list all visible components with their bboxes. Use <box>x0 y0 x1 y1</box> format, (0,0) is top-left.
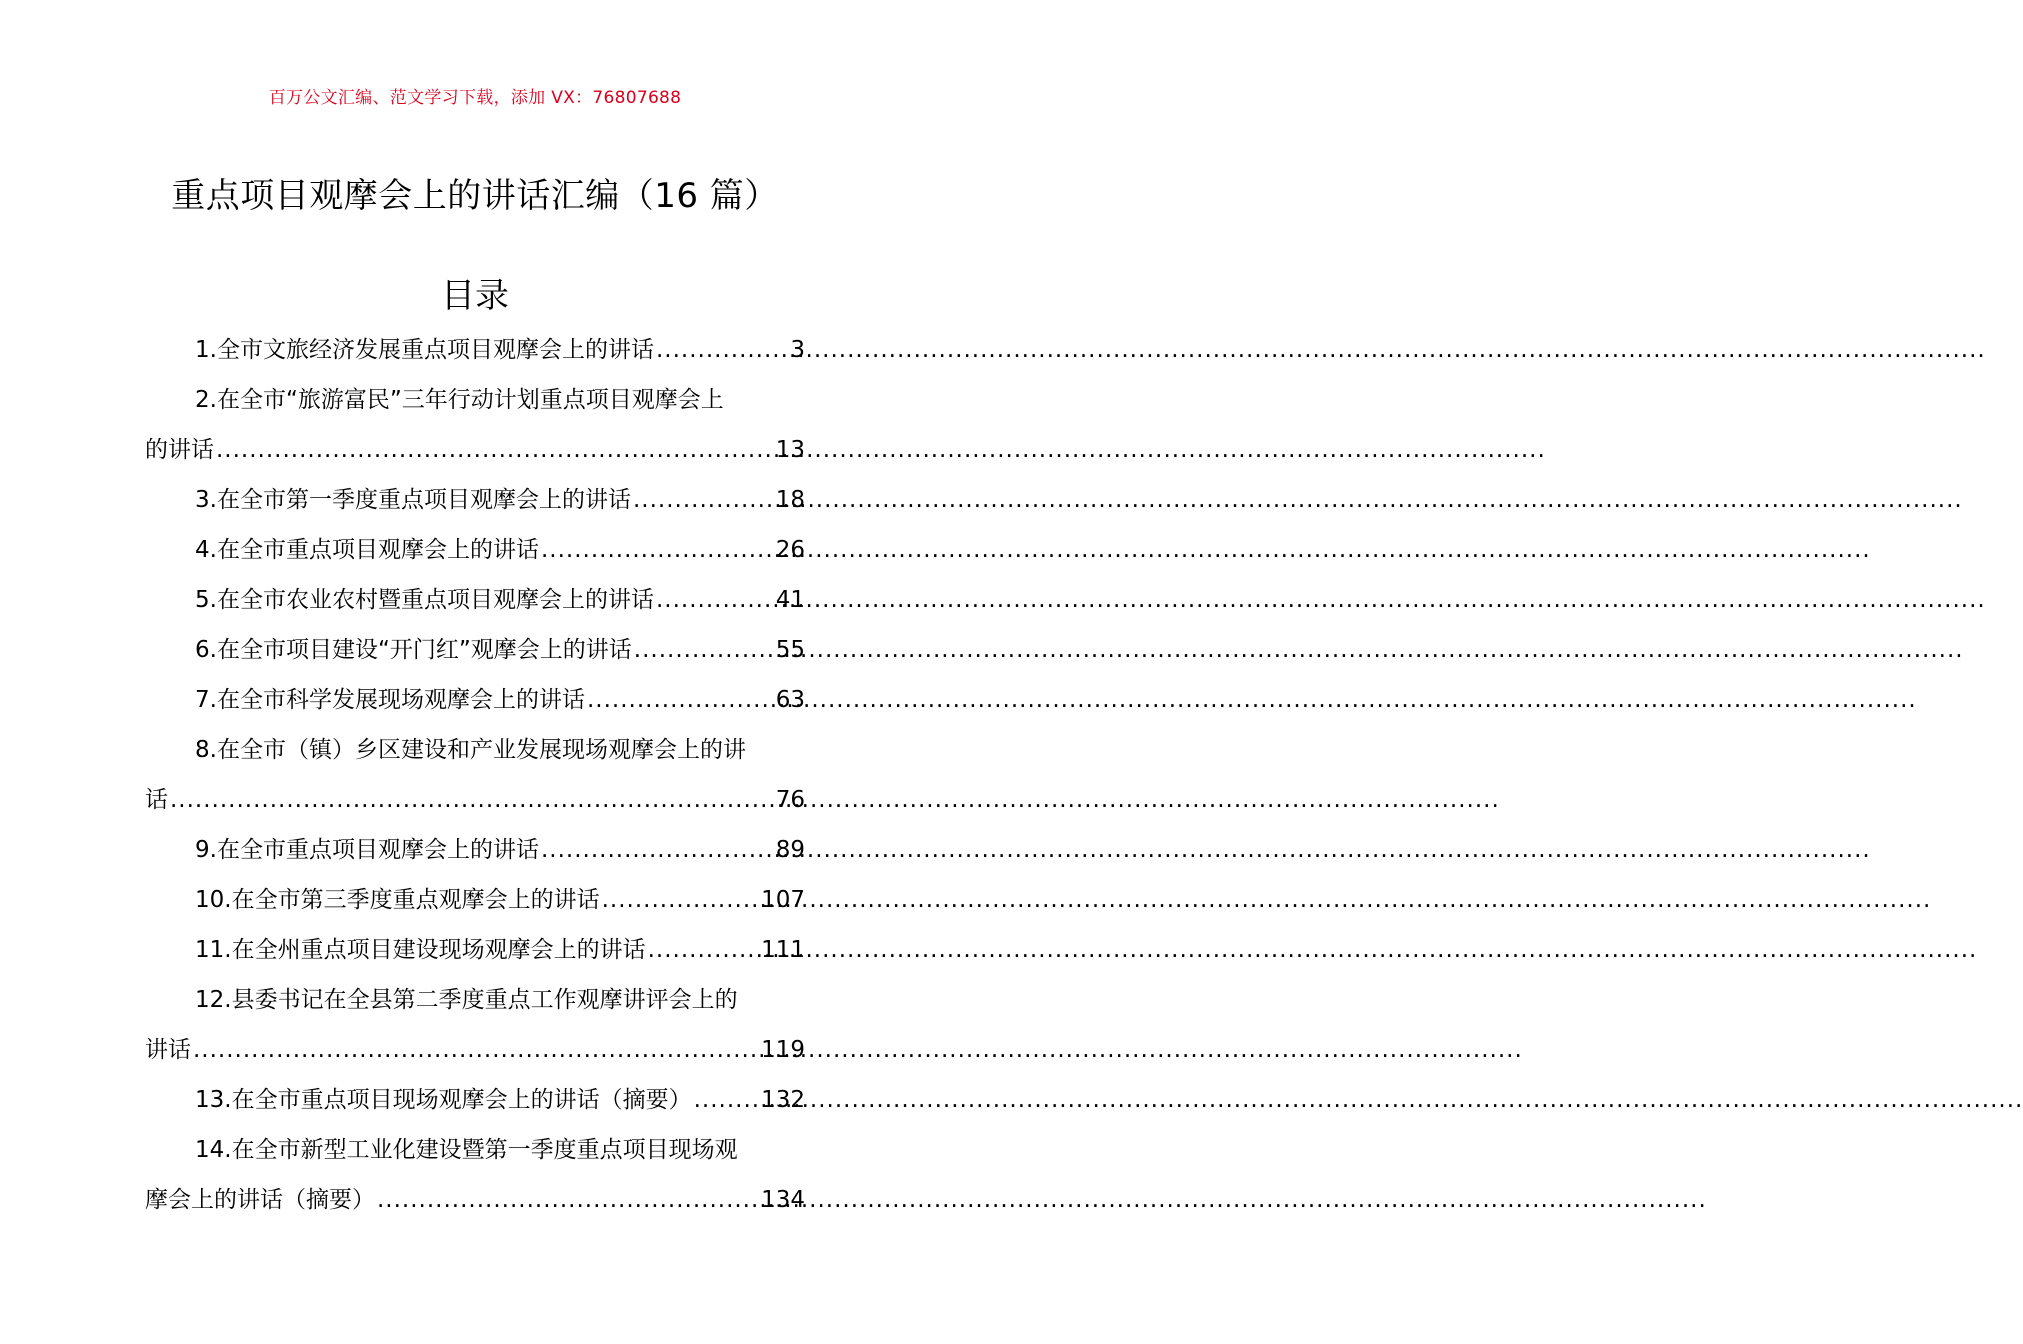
dot-leader <box>375 1175 761 1225</box>
toc-number: 12. <box>195 987 232 1013</box>
toc-entry-8[interactable] <box>145 725 805 825</box>
toc-page: 13 <box>775 437 805 463</box>
toc-title: 在全市科学发展现场观摩会上的讲话 <box>216 687 585 713</box>
dot-leader <box>646 925 762 975</box>
toc-number: 10. <box>195 887 232 913</box>
dot-leader <box>539 825 776 875</box>
toc-entry-11[interactable] <box>145 925 805 975</box>
toc-entry-6[interactable] <box>145 625 805 675</box>
toc-entry-7[interactable] <box>145 675 805 725</box>
toc-title: 在全市重点项目观摩会上的讲话 <box>216 537 539 563</box>
toc-number: 6. <box>195 637 217 663</box>
toc-page: 55 <box>775 637 805 663</box>
toc-page: 76 <box>775 787 805 813</box>
dot-leader <box>654 325 790 375</box>
toc-number: 2. <box>195 387 217 413</box>
dot-leader <box>191 1025 761 1075</box>
dot-leader <box>214 425 776 475</box>
toc-page: 63 <box>775 687 805 713</box>
toc-title-line1: 在全市新型工业化建设暨第一季度重点项目现场观 <box>231 1137 738 1163</box>
table-of-contents <box>145 325 805 1225</box>
toc-title: 在全市第三季度重点观摩会上的讲话 <box>231 887 600 913</box>
toc-number: 14. <box>195 1137 232 1163</box>
toc-number: 8. <box>195 737 217 763</box>
toc-number: 5. <box>195 587 217 613</box>
dot-leader <box>632 625 776 675</box>
dot-leader <box>600 875 762 925</box>
toc-title: 在全市项目建设“开门红”观摩会上的讲话 <box>216 637 632 663</box>
toc-page: 119 <box>761 1037 805 1063</box>
toc-page: 132 <box>761 1087 805 1113</box>
toc-heading: 目录 <box>441 276 509 316</box>
dot-leader <box>654 575 776 625</box>
toc-entry-1[interactable] <box>145 325 805 375</box>
toc-title: 全市文旅经济发展重点项目观摩会上的讲话 <box>216 337 654 363</box>
toc-number: 7. <box>195 687 217 713</box>
toc-title-line1: 在全市“旅游富民”三年行动计划重点项目观摩会上 <box>216 387 724 413</box>
toc-entry-4[interactable] <box>145 525 805 575</box>
toc-page: 107 <box>761 887 805 913</box>
toc-page: 134 <box>761 1187 805 1213</box>
document-title: 重点项目观摩会上的讲话汇编（16 篇） <box>171 176 779 216</box>
dot-leader <box>539 525 776 575</box>
dot-leader <box>631 475 776 525</box>
toc-entry-2[interactable] <box>145 375 805 475</box>
dot-leader <box>168 775 776 825</box>
toc-entry-14[interactable] <box>145 1125 805 1225</box>
toc-title: 在全市第一季度重点项目观摩会上的讲话 <box>216 487 631 513</box>
toc-number: 9. <box>195 837 217 863</box>
toc-page: 3 <box>790 337 805 363</box>
toc-number: 4. <box>195 537 217 563</box>
dot-leader <box>585 675 776 725</box>
toc-entry-10[interactable] <box>145 875 805 925</box>
toc-title: 在全州重点项目建设现场观摩会上的讲话 <box>231 937 646 963</box>
toc-number: 1. <box>195 337 217 363</box>
toc-title: 在全市农业农村暨重点项目观摩会上的讲话 <box>216 587 654 613</box>
toc-title-line1: 县委书记在全县第二季度重点工作观摩讲评会上的 <box>231 987 738 1013</box>
toc-title: 的讲话 <box>145 437 214 463</box>
toc-number: 13. <box>195 1087 232 1113</box>
toc-title-line1: 在全市（镇）乡区建设和产业发展现场观摩会上的讲 <box>216 737 746 763</box>
toc-page: 89 <box>775 837 805 863</box>
toc-entry-5[interactable] <box>145 575 805 625</box>
dot-leader <box>692 1075 762 1125</box>
toc-title: 话 <box>145 787 168 813</box>
toc-number: 11. <box>195 937 232 963</box>
toc-entry-9[interactable] <box>145 825 805 875</box>
toc-title: 在全市重点项目现场观摩会上的讲话（摘要） <box>231 1087 692 1113</box>
toc-title: 讲话 <box>145 1037 191 1063</box>
header-watermark-note: 百万公文汇编、范文学习下载，添加 VX：76807688 <box>268 88 682 108</box>
toc-page: 26 <box>775 537 805 563</box>
toc-number: 3. <box>195 487 217 513</box>
toc-page: 41 <box>775 587 805 613</box>
toc-entry-12[interactable] <box>145 975 805 1075</box>
toc-page: 18 <box>775 487 805 513</box>
toc-entry-13[interactable] <box>145 1075 805 1125</box>
toc-page: 111 <box>761 937 805 963</box>
toc-title: 摩会上的讲话（摘要） <box>145 1187 375 1213</box>
toc-title: 在全市重点项目观摩会上的讲话 <box>216 837 539 863</box>
toc-entry-3[interactable] <box>145 475 805 525</box>
